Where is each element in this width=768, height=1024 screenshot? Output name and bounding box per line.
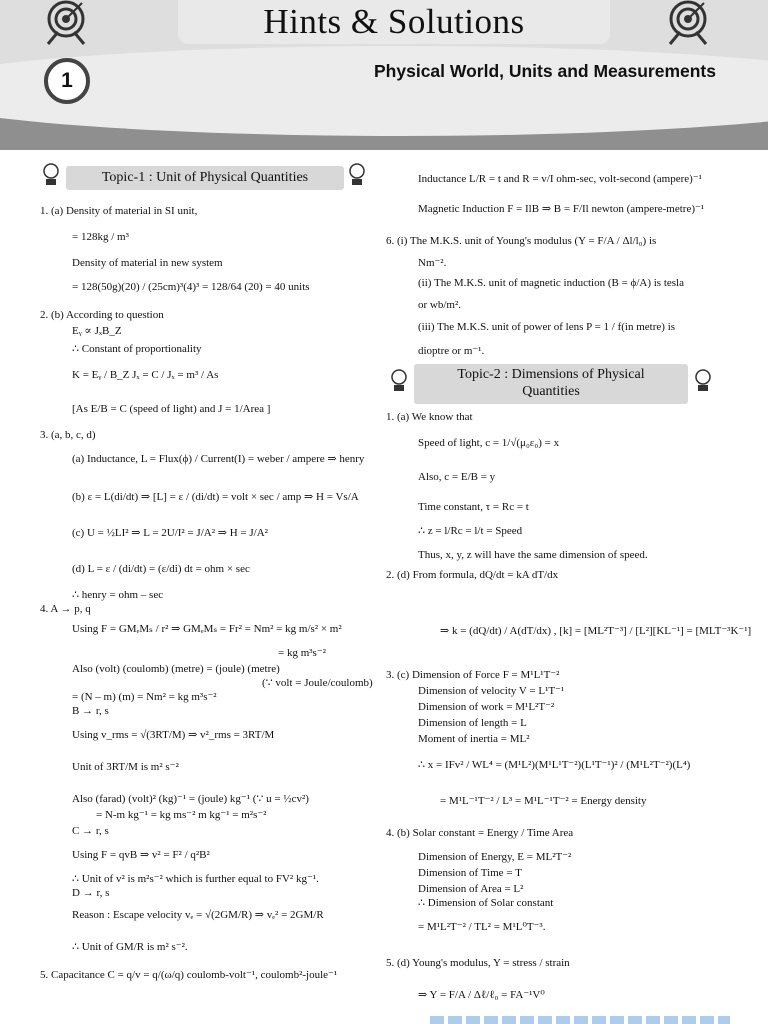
text-line: 3. (a, b, c, d) — [40, 429, 96, 441]
equation-line: = 128(50g)(20) / (25cm)³(4)³ = 128/64 (20) = 40 units — [72, 281, 310, 293]
equation-line: ∴ z = l/Rc = l/t = Speed — [418, 525, 523, 537]
text-line: D → r, s — [72, 887, 110, 899]
target-icon — [662, 0, 714, 46]
equation-line: (a) Inductance, L = Flux(ϕ) / Current(I) = weber / ampere ⇒ henry — [72, 453, 365, 465]
text-line: Thus, x, y, z will have the same dimension of speed. — [418, 549, 648, 561]
text-line: (∵ volt = Joule/coulomb) — [262, 677, 373, 689]
text-line: 1. (a) Density of material in SI unit, — [40, 205, 198, 217]
equation-line: 5. (d) Young's modulus, Y = stress / strain — [386, 957, 570, 969]
footer-watermark-strip — [430, 1016, 730, 1024]
text-line: Dimension of velocity V = L¹T⁻¹ — [418, 685, 565, 697]
equation-line: ⇒ Y = F/A / Δℓ/ℓ₀ = FA⁻¹V⁰ — [418, 989, 545, 1001]
equation-line: ∴ henry = ohm – sec — [72, 589, 164, 601]
text-line: 2. (b) According to question — [40, 309, 164, 321]
text-line: Dimension of work = M¹L²T⁻² — [418, 701, 555, 713]
text-line: (ii) The M.K.S. unit of magnetic induction (B = ϕ/A) is tesla — [418, 277, 684, 289]
text-line: B → r, s — [72, 705, 109, 717]
equation-line: Reason : Escape velocity vₑ = √(2GM/R) ⇒ vₑ² = 2GM/R — [72, 909, 324, 921]
text-line: Nm⁻². — [418, 257, 447, 269]
equation-line: 4. (b) Solar constant = Energy / Time Area — [386, 827, 574, 839]
text-line: Dimension of length = L — [418, 717, 527, 729]
equation-line: Also, c = E/B = y — [418, 471, 496, 483]
equation-line: (c) U = ½LI² ⇒ L = 2U/I² = J/A² ⇒ H = J/A² — [72, 527, 268, 539]
text-line: or wb/m². — [418, 299, 462, 311]
equation-line: Eᵧ ∝ JₓB_Z — [72, 325, 122, 337]
equation-line: Magnetic Induction F = IlB ⇒ B = F/Il newton (ampere-metre)⁻¹ — [418, 203, 705, 215]
target-icon — [40, 0, 92, 46]
equation-line: = N-m kg⁻¹ = kg ms⁻² m kg⁻¹ = m²s⁻² — [96, 809, 267, 821]
text-line: dioptre or m⁻¹. — [418, 345, 485, 357]
equation-line: Using F = GMₑMₛ / r² ⇒ GMₑMₛ = Fr² = Nm² = kg m/s² × m² — [72, 623, 342, 635]
text-line: Also (volt) (coulomb) (metre) = (joule) (metre) — [72, 663, 280, 675]
equation-line: = kg m³s⁻² — [278, 647, 326, 659]
text-line: 6. (i) The M.K.S. unit of Young's modulus (Y = F/A / Δl/l₀) is — [386, 235, 657, 247]
text-line: Moment of inertia = ML² — [418, 733, 530, 745]
text-line: 1. (a) We know that — [386, 411, 473, 423]
equation-line: = 128kg / m³ — [72, 231, 129, 243]
equation-line: Speed of light, c = 1/√(μ₀ε₀) = x — [418, 437, 560, 449]
chapter-number-badge: 1 — [44, 58, 90, 104]
equation-line: 2. (d) From formula, dQ/dt = kA dT/dx — [386, 569, 559, 581]
text-line: ∴ Dimension of Solar constant — [418, 897, 554, 909]
text-line: Dimension of Area = L² — [418, 883, 524, 895]
equation-line: ∴ Unit of GM/R is m² s⁻². — [72, 941, 188, 953]
equation-line: Using v_rms = √(3RT/M) ⇒ v²_rms = 3RT/M — [72, 729, 275, 741]
bulb-icon — [388, 368, 410, 394]
text-line: Dimension of Energy, E = ML²T⁻² — [418, 851, 572, 863]
equation-line: Time constant, τ = Rc = t — [418, 501, 529, 513]
bulb-icon — [40, 162, 62, 188]
equation-line: (d) L = ε / (di/dt) = (ε/di) dt = ohm × sec — [72, 563, 250, 575]
topic-heading: Topic-2 : Dimensions of Physical Quantities — [414, 364, 688, 404]
equation-line: ∴ x = IFv² / WL⁴ = (M¹L²)(M¹L¹T⁻²)(L¹T⁻¹)² / (M¹L²T⁻²)(L⁴) — [418, 759, 691, 771]
equation-line: = M¹L⁻¹T⁻² / L³ = M¹L⁻¹T⁻² = Energy density — [440, 795, 647, 807]
equation-line: = (N – m) (m) = Nm² = kg m³s⁻² — [72, 691, 217, 703]
text-line: 3. (c) Dimension of Force F = M¹L¹T⁻² — [386, 669, 560, 681]
equation-line: K = Eᵧ / B_Z Jₓ = C / Jₓ = m³ / As — [72, 369, 219, 381]
text-line: 4. A → p, q — [40, 603, 91, 615]
equation-line: Using F = qvB ⇒ v² = F² / q²B² — [72, 849, 210, 861]
equation-line: Inductance L/R = t and R = v/I ohm-sec, volt-second (ampere)⁻¹ — [418, 173, 702, 185]
equation-line: ⇒ k = (dQ/dt) / A(dT/dx) , [k] = [ML²T⁻³] / [L²][KL⁻¹] = [MLT⁻³K⁻¹] — [440, 625, 752, 637]
text-line: ∴ Constant of proportionality — [72, 343, 202, 355]
equation-line: (b) ε = L(di/dt) ⇒ [L] = ε / (di/dt) = volt × sec / amp ⇒ H = Vs/A — [72, 491, 359, 503]
equation-line: 5. Capacitance C = q/v = q/(ω/q) coulomb-volt⁻¹, coulomb²-joule⁻¹ — [40, 969, 338, 981]
text-line: Density of material in new system — [72, 257, 223, 269]
equation-line: [As E/B = C (speed of light) and J = 1/Area ] — [72, 403, 271, 415]
topic-heading: Topic-1 : Unit of Physical Quantities — [66, 166, 344, 190]
text-line: ∴ Unit of v² is m²s⁻² which is further equal to FV² kg⁻¹. — [72, 873, 319, 885]
bulb-icon — [692, 368, 714, 394]
text-line: (iii) The M.K.S. unit of power of lens P = 1 / f(in metre) is — [418, 321, 676, 333]
equation-line: Also (farad) (volt)² (kg)⁻¹ = (joule) kg⁻¹ (∵ u = ½cv²) — [72, 793, 309, 805]
bulb-icon — [346, 162, 368, 188]
text-line: C → r, s — [72, 825, 109, 837]
page-title: Hints & Solutions — [263, 2, 525, 41]
text-line: Dimension of Time = T — [418, 867, 522, 879]
equation-line: = M¹L²T⁻² / TL² = M¹L⁰T⁻³. — [418, 921, 546, 933]
equation-line: Unit of 3RT/M is m² s⁻² — [72, 761, 179, 773]
chapter-title: Physical World, Units and Measurements — [374, 61, 716, 81]
